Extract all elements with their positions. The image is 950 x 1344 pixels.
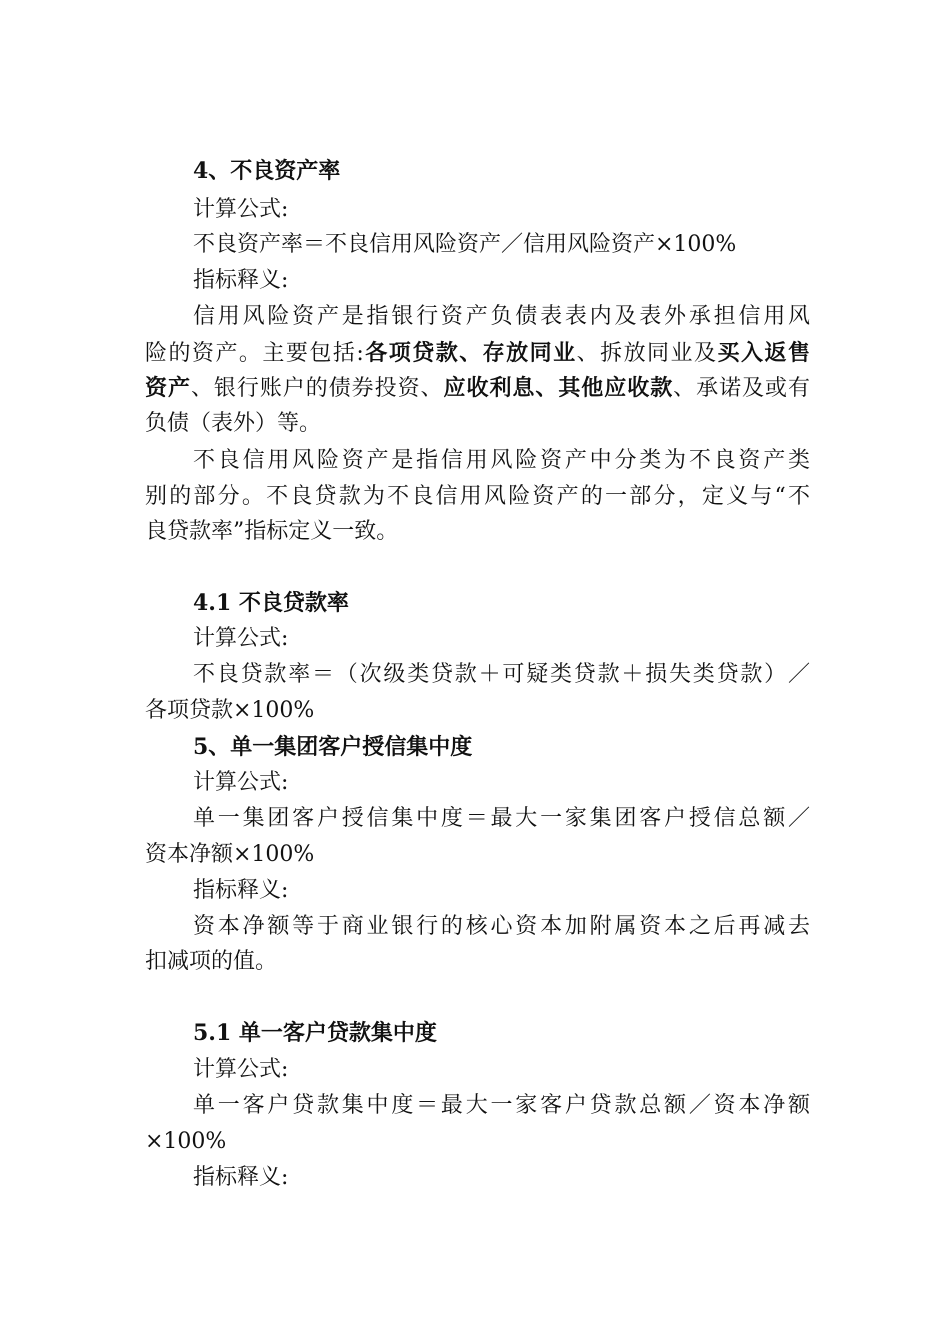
formula-text: 单一客户贷款集中度＝最大一家客户贷款总额／资本净额 [193,1093,810,1118]
paragraph-line: 负债（表外）等。 [145,411,322,436]
formula-text: 单一集团客户授信集中度＝最大一家集团客户授信总额／ [193,806,810,831]
section-heading-5: 5、单一集团客户授信集中度 [193,734,473,760]
formula-text: 各项贷款×100% [145,698,315,723]
explanation-label: 指标释义: [193,1165,289,1190]
formula-label: 计算公式: [193,1057,289,1082]
paragraph-line: 信用风险资产是指银行资产负债表表内及表外承担信用风 [193,304,810,329]
paragraph-line: 别的部分。不良贷款为不良信用风险资产的一部分，定义与“不 [145,484,810,509]
paragraph-line: 不良信用风险资产是指信用风险资产中分类为不良资产类 [193,448,810,473]
section-heading-4-1: 4.1 不良贷款率 [193,590,349,616]
section-heading-4: 4、不良资产率 [193,158,341,184]
formula-text: 资本净额×100% [145,842,315,867]
paragraph-line: 险的资产。主要包括:各项贷款、存放同业、拆放同业及买入返售 [145,340,810,366]
paragraph-line: 资本净额等于商业银行的核心资本加附属资本之后再减去 [193,914,810,939]
paragraph-line: 扣减项的值。 [145,949,278,974]
formula-text: 不良资产率＝不良信用风险资产／信用风险资产×100% [193,232,737,257]
explanation-label: 指标释义: [193,878,289,903]
explanation-label: 指标释义: [193,268,289,293]
formula-text: ×100% [145,1129,227,1154]
section-heading-5-1: 5.1 单一客户贷款集中度 [193,1020,437,1046]
formula-label: 计算公式: [193,626,289,651]
formula-label: 计算公式: [193,770,289,795]
paragraph-line: 良贷款率”指标定义一致。 [145,519,399,544]
formula-text: 不良贷款率＝（次级类贷款＋可疑类贷款＋损失类贷款）／ [193,662,810,687]
formula-label: 计算公式: [193,197,289,222]
paragraph-line: 资产、银行账户的债券投资、应收利息、其他应收款、承诺及或有 [145,375,810,401]
